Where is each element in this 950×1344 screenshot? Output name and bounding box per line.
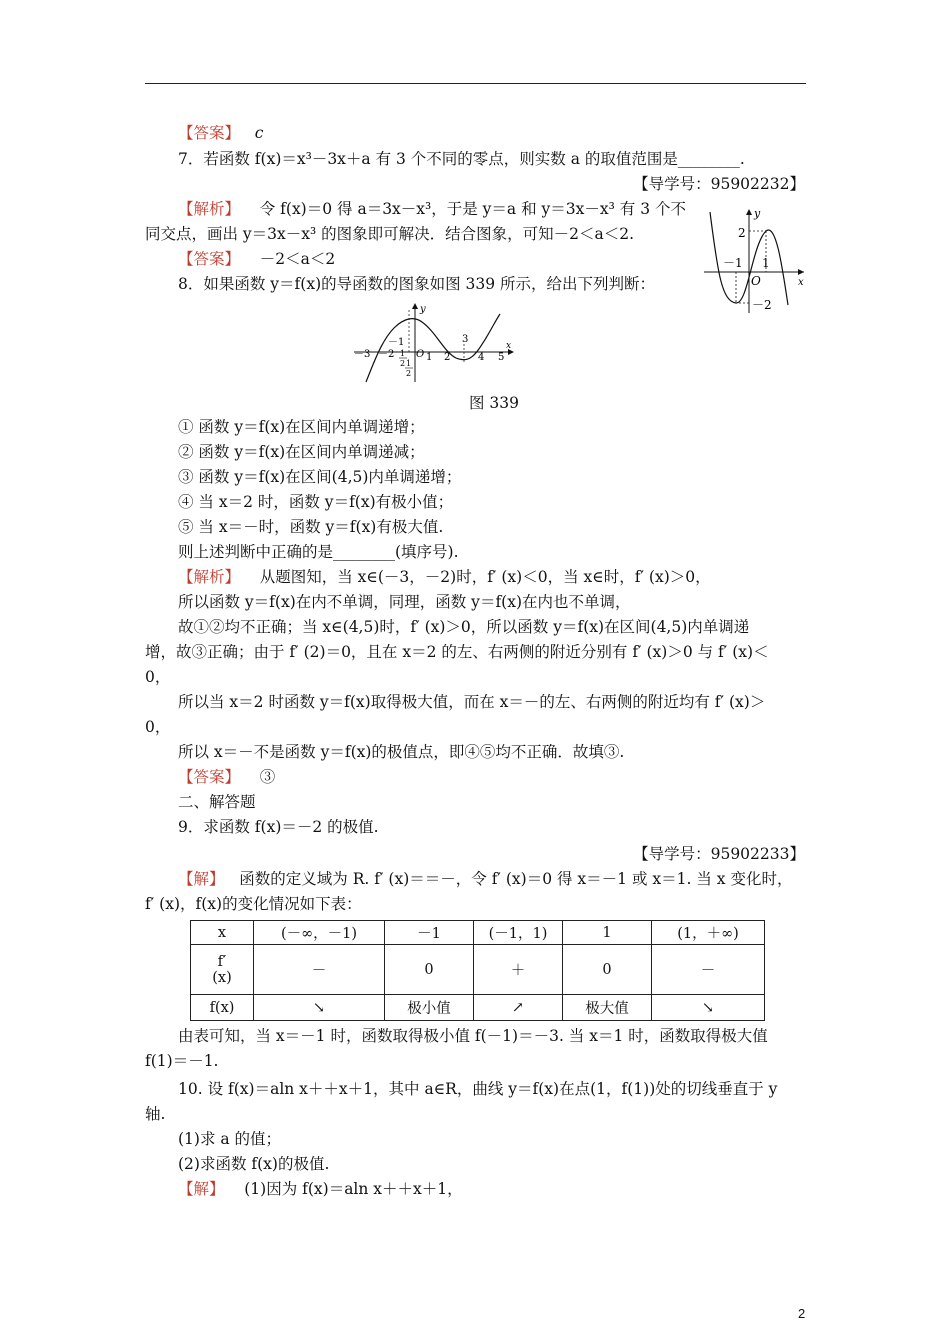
tick-label-den: 2 [406, 369, 412, 378]
q8-item-1: ① 函数 y＝f(x)在区间内单调递增； [178, 418, 425, 436]
table-cell: 极小值 [385, 995, 474, 1021]
table-row [191, 995, 765, 1021]
tick-label: －2 [752, 298, 772, 312]
q8-item-2: ② 函数 y＝f(x)在区间内单调递减； [178, 443, 425, 461]
q8-item-3: ③ 函数 y＝f(x)在区间(4,5)内单调递增； [178, 468, 462, 486]
answer-tag: 【答案】 [178, 124, 241, 142]
table-cell: 1 [563, 921, 652, 945]
table-cell: f(x) [191, 995, 254, 1021]
tick-label: －3 [354, 349, 371, 360]
variation-table [190, 920, 765, 1021]
tick-label-den: 2 [400, 359, 406, 368]
q8-solution-line5: 0， [145, 668, 171, 686]
tick-label: －1 [388, 337, 405, 348]
answer-tag: 【答案】 [178, 768, 241, 786]
q10-part-2: (2)求函数 f(x)的极值. [178, 1155, 330, 1173]
solution-tag: 【解】 [178, 870, 225, 888]
tick-label: －2 [378, 349, 395, 360]
q8-item-5: ⑤ 当 x＝－时，函数 y＝f(x)有极大值. [178, 518, 444, 536]
q8-ask: 则上述判断中正确的是________(填序号). [178, 543, 459, 561]
solution-tag: 【解析】 [178, 200, 241, 218]
q8-solution-line4: 增，故③正确；由于 f′ (2)＝0，且在 x＝2 的左、右两侧的附近分别有 f′ (x)＞0 与 f′ (x)＜ [145, 643, 769, 661]
solution-text: 令 f(x)＝0 得 a＝3x－x³，于是 y＝a 和 y＝3x－x³ 有 3 个不 [259, 200, 686, 218]
solution-tag: 【解】 [178, 1180, 225, 1198]
tick-label: 4 [478, 352, 485, 363]
q7-answer-line [178, 248, 335, 270]
answer-text: c [254, 124, 264, 142]
table-row [191, 945, 765, 995]
table-cell: ↘ [652, 995, 765, 1021]
tick-label-num: 1 [406, 359, 412, 368]
origin-label: O [751, 274, 761, 288]
q8-solution-line6: 所以当 x＝2 时函数 y＝f(x)取得极大值，而在 x＝－的左、右两侧的附近均有 f′ (x)＞ [178, 693, 766, 711]
table-cell: (1，＋∞) [652, 921, 765, 945]
answer-text: －2＜a＜2 [259, 250, 336, 268]
y-label: y [420, 304, 426, 315]
solution-tag: 【解析】 [178, 568, 241, 586]
q10-solution-line1 [178, 1178, 463, 1200]
q9-conclusion-line2: f(1)＝－1. [145, 1052, 219, 1070]
answer-tag: 【答案】 [178, 250, 241, 268]
q7-solution-line1 [178, 198, 686, 220]
q9-conclusion-line1: 由表可知，当 x＝－1 时，函数取得极小值 f(－1)＝－3. 当 x＝1 时，函数取得极大值 [178, 1027, 768, 1045]
tick-label: －1 [723, 256, 743, 270]
q9-solution-line1 [178, 868, 792, 890]
cubic-graph-figure [700, 205, 810, 317]
q8-solution-line2: 所以函数 y＝f(x)在内不单调，同理，函数 y＝f(x)在内也不单调， [178, 593, 631, 611]
y-axis-arrow [746, 209, 752, 215]
q9-solution-line2: f′ (x)，f(x)的变化情况如下表： [145, 895, 362, 913]
row-label: (x) [212, 969, 232, 986]
tick-label: 1 [762, 256, 770, 270]
table-cell: ↗ [474, 995, 563, 1021]
derivative-curve [366, 314, 500, 382]
origin-label: O [416, 349, 425, 360]
table-cell: － [254, 945, 385, 995]
q6-answer-line [178, 122, 263, 144]
table-cell: － [652, 945, 765, 995]
q7-ref: 【导学号：95902232】 [633, 175, 805, 193]
table-cell: 极大值 [563, 995, 652, 1021]
table-cell: ↘ [254, 995, 385, 1021]
table-header-row [191, 921, 765, 945]
q9-ref: 【导学号：95902233】 [633, 845, 805, 863]
table-cell: －1 [385, 921, 474, 945]
header-rule [145, 83, 806, 84]
derivative-graph-figure [352, 300, 520, 386]
q10-stem-cont: 轴. [145, 1105, 166, 1123]
q8-answer-line [178, 766, 275, 788]
q8-solution-line1 [178, 566, 711, 588]
tick-label: 3 [462, 334, 469, 345]
tick-label: 5 [498, 352, 505, 363]
q8-solution-line8: 所以 x＝－不是函数 y＝f(x)的极值点，即④⑤均不正确．故填③. [178, 743, 625, 761]
solution-text: 从题图知，当 x∈(－3，－2)时，f′ (x)＜0，当 x∈时，f′ (x)＞0， [259, 568, 711, 586]
solution-text: (1)因为 f(x)＝aln x＋＋x＋1， [244, 1180, 463, 1198]
q7-stem: 7．若函数 f(x)＝x³－3x＋a 有 3 个不同的零点，则实数 a 的取值范围是________. [178, 150, 745, 168]
q7-solution-line2: 同交点，画出 y＝3x－x³ 的图象即可解决．结合图象，可知－2＜a＜2. [145, 225, 635, 243]
figure-caption: 图 339 [469, 394, 520, 412]
q10-stem: 10. 设 f(x)＝aln x＋＋x＋1，其中 a∈R，曲线 y＝f(x)在点(1，f(1))处的切线垂直于 y [178, 1080, 778, 1098]
q8-solution-line7: 0， [145, 718, 171, 736]
q10-part-1: (1)求 a 的值； [178, 1130, 282, 1148]
x-label: x [798, 277, 804, 288]
tick-label: 1 [426, 352, 433, 363]
q8-stem: 8．如果函数 y＝f(x)的导函数的图象如图 339 所示，给出下列判断： [178, 275, 656, 293]
answer-text: ③ [259, 768, 276, 786]
page-number: 2 [798, 1306, 806, 1321]
q8-item-4: ④ 当 x＝2 时，函数 y＝f(x)有极小值； [178, 493, 454, 511]
table-cell [191, 945, 254, 995]
y-label: y [754, 207, 761, 220]
tick-label-num: 1 [400, 349, 406, 358]
x-axis-arrow [798, 269, 804, 275]
row-label: f′ [217, 953, 227, 970]
table-cell: (－∞，－1) [254, 921, 385, 945]
table-cell: x [191, 921, 254, 945]
solution-text: 函数的定义域为 R. f′ (x)＝＝－，令 f′ (x)＝0 得 x＝－1 或 x＝1. 当 x 变化时， [239, 870, 793, 888]
table-cell: 0 [385, 945, 474, 995]
table-cell: ＋ [474, 945, 563, 995]
tick-label: 2 [738, 226, 746, 240]
tick-label: 2 [444, 352, 451, 363]
q8-solution-line3: 故①②均不正确；当 x∈(4,5)时，f′ (x)＞0，所以函数 y＝f(x)在区间(4,5)内单调递 [178, 618, 750, 636]
q9-stem: 9．求函数 f(x)＝－2 的极值. [178, 818, 379, 836]
x-label: x [506, 341, 512, 351]
table-cell: 0 [563, 945, 652, 995]
y-axis-arrow [412, 303, 418, 309]
table-cell: (－1，1) [474, 921, 563, 945]
section-title: 二、解答题 [178, 793, 256, 811]
